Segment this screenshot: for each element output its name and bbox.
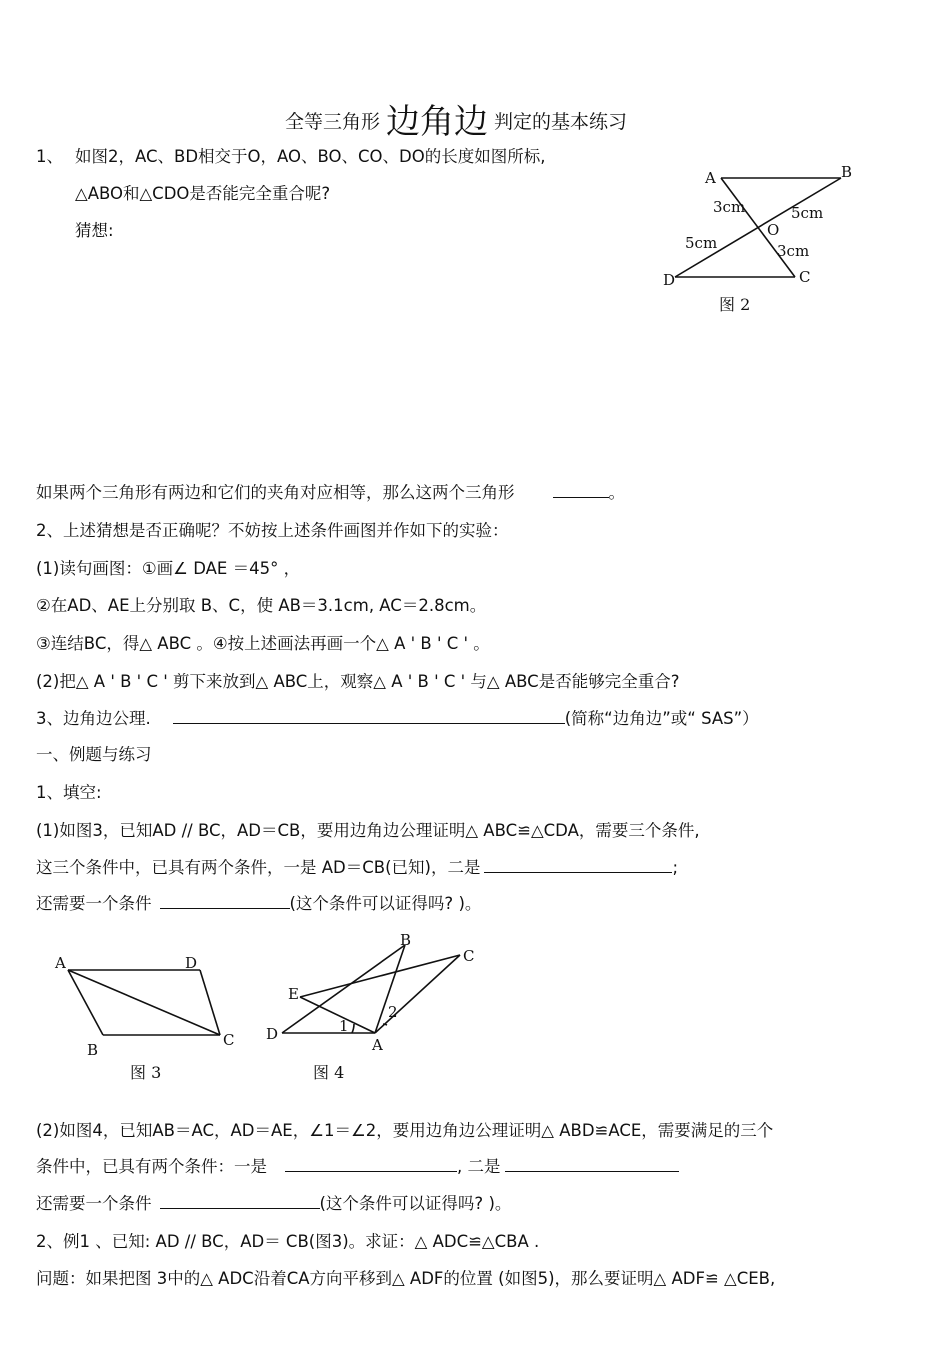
fill2-p2-blank2[interactable] bbox=[505, 1156, 679, 1172]
q2-step2: (2)把△ A ' B ' C ' 剪下来放到△ ABC上，观察△ A ' B ' C ' 与△ ABC是否能够完全重合? bbox=[36, 672, 680, 691]
title-post: 判定的基本练习 bbox=[494, 111, 628, 133]
conclusion-blank[interactable] bbox=[553, 482, 609, 498]
fig3-label-a: A bbox=[55, 954, 66, 972]
title-big: 边角边 bbox=[386, 102, 489, 142]
q3-line bbox=[36, 708, 759, 730]
example-line: 2、例1 、已知: AD // BC，AD＝ CB(图3)。求证：△ ADC≌△CBA . bbox=[36, 1232, 540, 1251]
fill-p3-line bbox=[36, 893, 481, 915]
q3-note: (简称“边角边”或“ SAS”） bbox=[564, 709, 759, 728]
fig4-seg-ea bbox=[300, 997, 375, 1033]
fig2-label-bo: 5cm bbox=[791, 204, 824, 222]
fig4-angle2-arc bbox=[383, 1024, 387, 1025]
q1-line2: △ABO和△CDO是否能完全重合呢? bbox=[75, 184, 331, 203]
q2-step1: (1)读句画图：①画∠ DAE ＝45° ， bbox=[36, 559, 301, 578]
fill-p3: 还需要一个条件 bbox=[36, 894, 152, 913]
figure-4 bbox=[260, 925, 490, 1090]
fill2-p3-blank[interactable] bbox=[160, 1193, 320, 1209]
fig2-label-o: O bbox=[767, 221, 780, 239]
fill2-p2-blank1[interactable] bbox=[285, 1156, 457, 1172]
fig2-label-co: 3cm bbox=[777, 242, 810, 260]
section-heading: 一、例题与练习 bbox=[36, 745, 152, 764]
fig4-caption: 图 4 bbox=[313, 1063, 345, 1082]
fig4-label-d: D bbox=[266, 1025, 279, 1043]
fill2-p2: 条件中，已具有两个条件：一是 bbox=[36, 1157, 267, 1176]
fill-p2: 这三个条件中，已具有两个条件，一是 AD＝CB(已知)，二是 bbox=[36, 858, 481, 877]
fig4-label-2: 2 bbox=[388, 1003, 398, 1021]
q2-line: 2、上述猜想是否正确呢？不妨按上述条件画图并作如下的实验： bbox=[36, 521, 509, 540]
fill-title: 1、填空: bbox=[36, 783, 102, 802]
conclusion-end: 。 bbox=[608, 483, 625, 502]
conclusion-line bbox=[36, 482, 625, 504]
q3-blank[interactable] bbox=[173, 708, 565, 724]
q1-guess: 猜想: bbox=[75, 221, 114, 240]
fig3-caption: 图 3 bbox=[130, 1063, 162, 1082]
fig4-label-1: 1 bbox=[339, 1017, 349, 1035]
fig4-label-e: E bbox=[288, 985, 299, 1003]
fig2-label-do: 5cm bbox=[685, 234, 718, 252]
q1-line1: 如图2，AC、BD相交于O，AO、BO、CO、DO的长度如图所标, bbox=[75, 147, 546, 166]
title-pre: 全等三角形 bbox=[285, 111, 381, 133]
fig4-label-a: A bbox=[372, 1036, 383, 1054]
fig3-seg-ab bbox=[68, 970, 103, 1035]
conclusion-text: 如果两个三角形有两边和它们的夹角对应相等，那么这两个三角形 bbox=[36, 483, 515, 502]
fig2-seg-bd bbox=[675, 178, 841, 277]
fig3-label-c: C bbox=[223, 1031, 235, 1049]
example-question: 问题：如果把图 3中的△ ADC沿着CA方向平移到△ ADF的位置 (如图5)，那么要证明△ ADF≌ △CEB, bbox=[36, 1269, 776, 1288]
fill2-p2-line bbox=[36, 1156, 679, 1178]
fig4-label-b: B bbox=[400, 931, 412, 949]
figure-3 bbox=[45, 935, 255, 1090]
fig3-label-d: D bbox=[185, 954, 198, 972]
q1-number: 1、 bbox=[36, 147, 63, 166]
q2-step1b: ②在AD、AE上分别取 B、C，使 AB＝3.1cm, AC＝2.8cm。 bbox=[36, 596, 487, 615]
fill-p3-blank[interactable] bbox=[160, 893, 290, 909]
fig2-label-a: A bbox=[705, 169, 716, 187]
q2-step1c: ③连结BC，得△ ABC 。④按上述画法再画一个△ A ' B ' C ' 。 bbox=[36, 634, 490, 653]
fig4-label-c: C bbox=[463, 947, 475, 965]
fill-p2-blank[interactable] bbox=[484, 857, 672, 873]
q3-label: 3、边角边公理. bbox=[36, 709, 151, 728]
page-title bbox=[285, 94, 627, 143]
fill-p2-line bbox=[36, 857, 678, 879]
fig4-angle1-arc bbox=[352, 1024, 354, 1033]
fig2-label-b: B bbox=[841, 163, 853, 181]
fill-p3-end: (这个条件可以证得吗? )。 bbox=[289, 894, 482, 913]
fig3-seg-dc bbox=[200, 970, 220, 1035]
fill2-p3: 还需要一个条件 bbox=[36, 1194, 152, 1213]
fig3-label-b: B bbox=[87, 1041, 99, 1059]
fig2-label-c: C bbox=[799, 268, 811, 286]
figure-2 bbox=[655, 160, 855, 320]
fill2-p3-line bbox=[36, 1193, 511, 1215]
fill-p1: (1)如图3，已知AD // BC，AD＝CB，要用边角边公理证明△ ABC≌△CDA，需要三个条件, bbox=[36, 821, 700, 840]
fig3-seg-ac bbox=[68, 970, 220, 1035]
fill2-p1: (2)如图4，已知AB＝AC，AD＝AE，∠1＝∠2，要用边角边公理证明△ ABD≌ACE，需要满足的三个 bbox=[36, 1121, 774, 1140]
fill2-p2-mid: , 二是 bbox=[457, 1157, 501, 1176]
fill2-p3-end: (这个条件可以证得吗? )。 bbox=[319, 1194, 512, 1213]
fill-p2-end: ; bbox=[672, 858, 679, 877]
fig2-label-d: D bbox=[663, 271, 676, 289]
fig2-label-ao: 3cm bbox=[713, 198, 746, 216]
fig2-caption: 图 2 bbox=[719, 295, 751, 314]
